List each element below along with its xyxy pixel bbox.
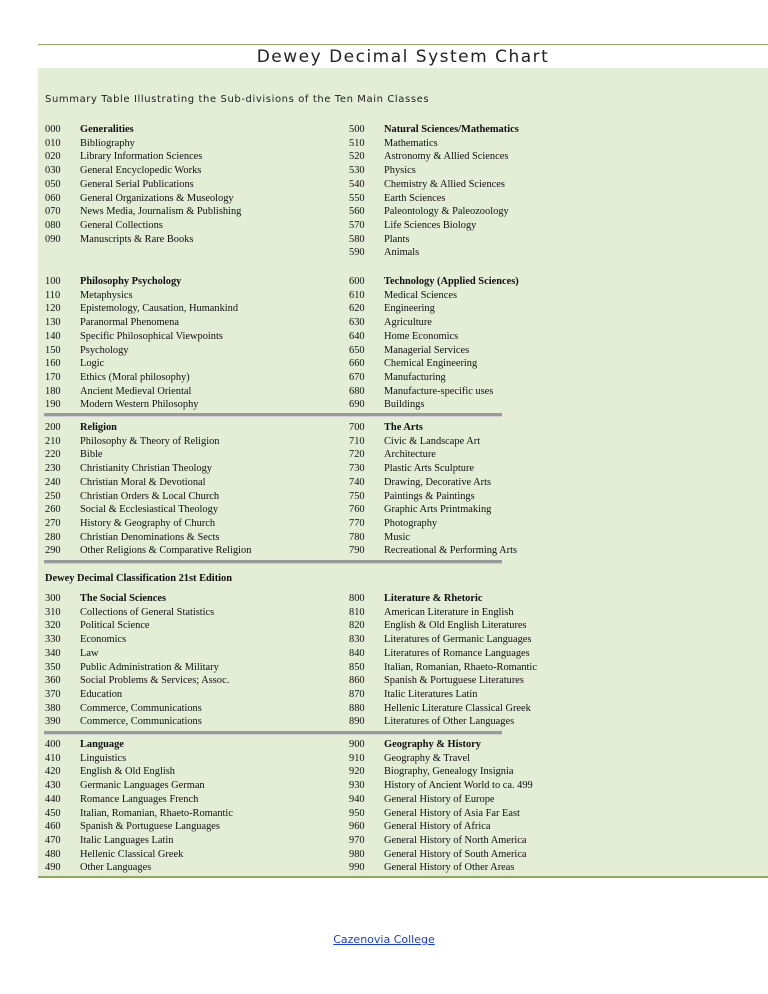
class-name: The Social Sciences: [80, 593, 167, 604]
class-name: The Arts: [384, 422, 423, 433]
class-number: 560: [349, 206, 365, 218]
class-name: Italian, Romanian, Rhaeto-Romantic: [80, 807, 233, 819]
class-name: Manufacturing: [384, 371, 446, 383]
class-name: Education: [80, 688, 123, 700]
class-number: 030: [45, 165, 61, 177]
class-name: Philosophy & Theory of Religion: [80, 435, 220, 447]
class-name: General History of Asia Far East: [384, 807, 520, 819]
class-number: 300: [45, 593, 61, 604]
class-name: Commerce, Communications: [80, 716, 202, 728]
class-name: Linguistics: [80, 752, 127, 764]
class-name: Christianity Christian Theology: [80, 463, 212, 475]
class-name: Civic & Landscape Art: [384, 435, 481, 447]
class-name: Paranormal Phenomena: [80, 317, 179, 329]
class-name: Hellenic Literature Classical Greek: [384, 702, 531, 714]
class-number: 280: [45, 531, 61, 543]
class-name: Chemistry & Allied Sciences: [384, 178, 505, 190]
class-name: General History of North America: [384, 834, 527, 846]
class-name: Philosophy Psychology: [80, 276, 182, 287]
class-number: 130: [45, 317, 61, 329]
class-number: 780: [349, 531, 365, 543]
cazenovia-college-link[interactable]: Cazenovia College: [333, 933, 435, 946]
class-number: 520: [349, 151, 365, 163]
separator-1: [44, 413, 502, 417]
class-name: English & Old English: [80, 766, 175, 778]
class-name: Manuscripts & Rare Books: [80, 233, 194, 245]
class-number: 420: [45, 766, 61, 778]
class-number: 160: [45, 358, 61, 370]
class-number: 570: [349, 219, 365, 231]
class-number: 710: [349, 435, 365, 447]
class-name: General Collections: [80, 219, 163, 231]
class-name: Mathematics: [384, 137, 438, 149]
class-name: History of Ancient World to ca. 499: [384, 780, 533, 792]
class-number: 830: [349, 634, 365, 646]
class-name: Library Information Sciences: [80, 151, 203, 163]
class-number: 270: [45, 517, 61, 529]
class-name: Germanic Languages German: [80, 780, 205, 792]
class-number: 700: [349, 422, 365, 433]
class-number: 610: [349, 289, 365, 301]
class-number: 260: [45, 504, 61, 516]
class-number: 060: [45, 192, 61, 204]
class-name: Plastic Arts Sculpture: [384, 463, 475, 475]
class-number: 620: [349, 303, 365, 315]
class-name: Physics: [384, 165, 416, 177]
class-number: 460: [45, 821, 61, 833]
class-name: Bibliography: [80, 137, 135, 149]
class-name: Economics: [80, 634, 127, 646]
class-name: Architecture: [384, 449, 436, 461]
class-name: Modern Western Philosophy: [80, 399, 199, 411]
class-name: Music: [384, 531, 410, 543]
class-number: 210: [45, 435, 61, 447]
footer: [0, 933, 768, 946]
class-name: Italic Literatures Latin: [384, 688, 478, 700]
class-name: Home Economics: [384, 330, 459, 342]
class-name: Romance Languages French: [80, 793, 199, 805]
class-name: Spanish & Portuguese Languages: [80, 821, 220, 833]
class-name: Logic: [80, 358, 105, 370]
class-name: Manufacture-specific uses: [384, 385, 494, 397]
class-name: Christian Moral & Devotional: [80, 476, 206, 488]
class-name: General History of Europe: [384, 793, 495, 805]
class-number: 320: [45, 620, 61, 632]
class-number: 860: [349, 675, 365, 687]
class-number: 880: [349, 702, 365, 714]
class-name: Recreational & Performing Arts: [384, 545, 518, 557]
class-number: 140: [45, 330, 61, 342]
class-number: 100: [45, 276, 61, 287]
class-number: 400: [45, 739, 61, 750]
class-number: 010: [45, 137, 61, 149]
class-number: 510: [349, 137, 365, 149]
class-number: 670: [349, 371, 365, 383]
class-name: Specific Philosophical Viewpoints: [80, 330, 223, 342]
class-number: 390: [45, 716, 61, 728]
class-name: Life Sciences Biology: [384, 219, 477, 231]
class-name: Psychology: [80, 344, 129, 356]
class-number: 310: [45, 606, 61, 618]
class-number: 800: [349, 593, 365, 604]
class-name: Public Administration & Military: [80, 661, 219, 673]
class-name: Chemical Engineering: [384, 358, 478, 370]
class-name: Christian Orders & Local Church: [80, 490, 220, 502]
class-number: 240: [45, 476, 61, 488]
class-name: Commerce, Communications: [80, 702, 202, 714]
class-number: 770: [349, 517, 365, 529]
class-number: 640: [349, 330, 365, 342]
summary-subtitle: Summary Table Illustrating the Sub-divisions of the Ten Main Classes: [45, 94, 430, 105]
class-number: 170: [45, 371, 61, 383]
class-number: 480: [45, 848, 61, 860]
class-number: 960: [349, 821, 365, 833]
class-name: General Serial Publications: [80, 178, 194, 190]
class-name: Natural Sciences/Mathematics: [384, 124, 519, 135]
class-number: 690: [349, 399, 365, 411]
class-number: 740: [349, 476, 365, 488]
class-name: Political Science: [80, 620, 150, 632]
class-number: 530: [349, 165, 365, 177]
title-rule: [38, 44, 768, 45]
class-number: 920: [349, 766, 365, 778]
class-number: 080: [45, 219, 61, 231]
class-name: Managerial Services: [384, 344, 470, 356]
class-number: 750: [349, 490, 365, 502]
class-number: 500: [349, 124, 365, 135]
class-name: Literatures of Germanic Languages: [384, 634, 532, 646]
class-number: 840: [349, 647, 365, 659]
class-name: News Media, Journalism & Publishing: [80, 206, 242, 218]
class-name: Religion: [80, 422, 117, 433]
class-number: 600: [349, 276, 365, 287]
class-number: 940: [349, 793, 365, 805]
class-name: Geography & History: [384, 739, 481, 750]
class-number: 230: [45, 463, 61, 475]
class-name: Geography & Travel: [384, 752, 471, 764]
class-number: 910: [349, 752, 365, 764]
class-number: 470: [45, 834, 61, 846]
class-number: 180: [45, 385, 61, 397]
class-number: 340: [45, 647, 61, 659]
class-name: Paintings & Paintings: [384, 490, 475, 502]
class-number: 070: [45, 206, 61, 218]
class-name: Graphic Arts Printmaking: [384, 504, 492, 516]
class-name: Animals: [384, 247, 420, 259]
class-number: 540: [349, 178, 365, 190]
class-name: Generalities: [80, 124, 134, 135]
class-number: 720: [349, 449, 365, 461]
class-number: 090: [45, 233, 61, 245]
class-number: 820: [349, 620, 365, 632]
class-name: Literatures of Romance Languages: [384, 647, 530, 659]
class-name: Ethics (Moral philosophy): [80, 371, 190, 383]
class-name: Christian Denominations & Sects: [80, 531, 220, 543]
class-name: Language: [80, 739, 124, 750]
class-name: Italic Languages Latin: [80, 834, 174, 846]
class-name: Other Languages: [80, 862, 152, 874]
class-name: Hellenic Classical Greek: [80, 848, 184, 860]
class-name: Photography: [384, 517, 438, 529]
class-name: English & Old English Literatures: [384, 620, 527, 632]
class-name: Technology (Applied Sciences): [384, 276, 519, 287]
class-name: Other Religions & Comparative Religion: [80, 545, 252, 557]
class-name: Literature & Rhetoric: [384, 593, 483, 604]
class-number: 950: [349, 807, 365, 819]
class-name: Italian, Romanian, Rhaeto-Romantic: [384, 661, 537, 673]
class-name: History & Geography of Church: [80, 517, 216, 529]
class-number: 430: [45, 780, 61, 792]
class-number: 730: [349, 463, 365, 475]
class-name: Collections of General Statistics: [80, 606, 215, 618]
page-title: Dewey Decimal System Chart: [38, 46, 768, 68]
class-number: 330: [45, 634, 61, 646]
class-number: 380: [45, 702, 61, 714]
class-name: Astronomy & Allied Sciences: [384, 151, 509, 163]
class-number: 980: [349, 848, 365, 860]
separator-2: [44, 560, 502, 564]
edition-label: Dewey Decimal Classification 21st Edition: [45, 573, 233, 584]
class-name: American Literature in English: [384, 606, 514, 618]
class-number: 150: [45, 344, 61, 356]
class-number: 580: [349, 233, 365, 245]
class-name: General History of South America: [384, 848, 527, 860]
class-name: Agriculture: [384, 317, 432, 329]
class-name: Earth Sciences: [384, 192, 446, 204]
class-name: Medical Sciences: [384, 289, 457, 301]
class-number: 020: [45, 151, 61, 163]
class-name: General Encyclopedic Works: [80, 165, 202, 177]
class-number: 450: [45, 807, 61, 819]
class-number: 930: [349, 780, 365, 792]
class-name: Literatures of Other Languages: [384, 716, 515, 728]
class-number: 410: [45, 752, 61, 764]
class-number: 890: [349, 716, 365, 728]
class-name: Bible: [80, 449, 103, 461]
class-name: Buildings: [384, 399, 425, 411]
class-name: Social & Ecclesiastical Theology: [80, 504, 219, 516]
class-number: 590: [349, 247, 365, 259]
class-number: 350: [45, 661, 61, 673]
class-number: 630: [349, 317, 365, 329]
class-number: 550: [349, 192, 365, 204]
class-name: Engineering: [384, 303, 435, 315]
class-number: 220: [45, 449, 61, 461]
class-number: 970: [349, 834, 365, 846]
class-name: Paleontology & Paleozoology: [384, 206, 509, 218]
class-number: 360: [45, 675, 61, 687]
class-number: 200: [45, 422, 61, 433]
class-number: 440: [45, 793, 61, 805]
class-number: 870: [349, 688, 365, 700]
class-number: 900: [349, 739, 365, 750]
class-number: 120: [45, 303, 61, 315]
class-name: General History of Africa: [384, 821, 491, 833]
class-number: 050: [45, 178, 61, 190]
class-number: 370: [45, 688, 61, 700]
class-name: Ancient Medieval Oriental: [80, 385, 192, 397]
class-number: 760: [349, 504, 365, 516]
class-name: Plants: [384, 233, 410, 245]
class-number: 990: [349, 862, 365, 874]
class-number: 000: [45, 124, 61, 135]
class-number: 110: [45, 289, 61, 301]
class-name: Law: [80, 647, 99, 659]
class-number: 790: [349, 545, 365, 557]
class-number: 850: [349, 661, 365, 673]
class-name: Biography, Genealogy Insignia: [384, 766, 514, 778]
class-name: Social Problems & Services; Assoc.: [80, 675, 230, 687]
class-name: General Organizations & Museology: [80, 192, 234, 204]
class-number: 680: [349, 385, 365, 397]
class-name: General History of Other Areas: [384, 862, 515, 874]
class-number: 660: [349, 358, 365, 370]
class-name: Epistemology, Causation, Humankind: [80, 303, 239, 315]
class-number: 650: [349, 344, 365, 356]
class-name: Spanish & Portuguese Literatures: [384, 675, 524, 687]
class-name: Metaphysics: [80, 289, 133, 301]
class-number: 290: [45, 545, 61, 557]
class-number: 810: [349, 606, 365, 618]
class-number: 190: [45, 399, 61, 411]
separator-3: [44, 731, 502, 735]
class-number: 490: [45, 862, 61, 874]
class-number: 250: [45, 490, 61, 502]
class-name: Drawing, Decorative Arts: [384, 476, 492, 488]
